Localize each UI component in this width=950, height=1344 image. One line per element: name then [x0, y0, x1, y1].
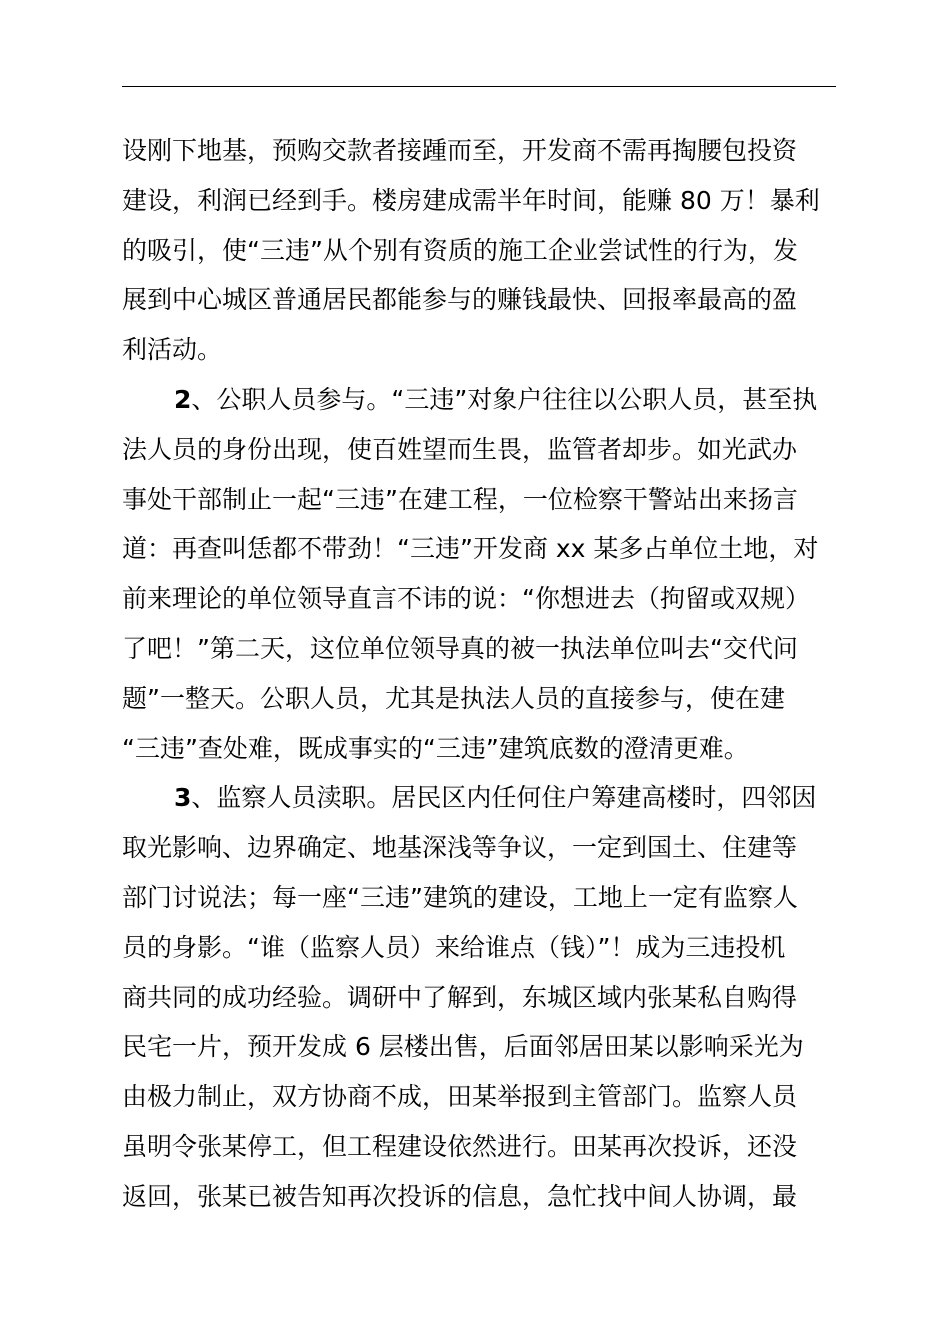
- paragraph-heading-text: 、公职人员参与。“三违”对象户往往以公职人员，甚至执: [191, 384, 818, 414]
- text-line: 由极力制止，双方协商不成，田某举报到主管部门。监察人员: [122, 1082, 798, 1112]
- paragraph-heading-line: [122, 773, 838, 823]
- paragraph-number: 3: [174, 783, 192, 813]
- text-line: 民宅一片，预开发成 6 层楼出售，后面邻居田某以影响采光为: [122, 1032, 804, 1062]
- paragraph-2: [122, 375, 838, 773]
- text-line: 员的身影。“谁（监察人员）来给谁点（钱）”！成为三违投机: [122, 932, 786, 962]
- text-line: 了吧！”第二天，这位单位领导真的被一执法单位叫去“交代问: [122, 633, 798, 663]
- text-line: 建设，利润已经到手。楼房建成需半年时间，能赚 80 万！暴利: [122, 185, 820, 215]
- text-line: 利活动。: [122, 335, 223, 365]
- text-line: 展到中心城区普通居民都能参与的赚钱最快、回报率最高的盈: [122, 285, 798, 315]
- paragraph-heading-text: 、监察人员渎职。居民区内任何住户筹建高楼时，四邻因: [191, 783, 817, 813]
- text-line: 的吸引，使“三违”从个别有资质的施工企业尝试性的行为，发: [122, 235, 798, 265]
- document-body: [122, 126, 838, 1222]
- paragraph-number: 2: [174, 384, 192, 414]
- text-line: 法人员的身份出现，使百姓望而生畏，监管者却步。如光武办: [122, 434, 798, 464]
- text-line: 设刚下地基，预购交款者接踵而至，开发商不需再掏腰包投资: [122, 136, 798, 165]
- header-rule: [122, 86, 836, 87]
- paragraph-heading-line: [122, 375, 838, 425]
- text-line: 前来理论的单位领导直言不讳的说：“你想进去（拘留或双规）: [122, 584, 810, 614]
- text-line: “三违”查处难，既成事实的“三违”建筑底数的澄清更难。: [122, 733, 749, 763]
- text-line: 道：再查叫恁都不带劲！“三违”开发商 xx 某多占单位土地，对: [122, 534, 819, 564]
- text-line: 题”一整天。公职人员，尤其是执法人员的直接参与，使在建: [122, 683, 785, 713]
- text-line: 部门讨说法；每一座“三违”建筑的建设，工地上一定有监察人: [122, 882, 798, 912]
- paragraph-1: [122, 126, 838, 375]
- paragraph-3: [122, 773, 838, 1221]
- text-line: 返回，张某已被告知再次投诉的信息，急忙找中间人协调，最: [122, 1181, 798, 1211]
- text-line: 取光影响、边界确定、地基深浅等争议，一定到国土、住建等: [122, 833, 798, 863]
- text-line: 虽明令张某停工，但工程建设依然进行。田某再次投诉，还没: [122, 1131, 798, 1161]
- text-line: 事处干部制止一起“三违”在建工程，一位检察干警站出来扬言: [122, 484, 798, 514]
- text-line: 商共同的成功经验。调研中了解到，东城区域内张某私自购得: [122, 982, 798, 1012]
